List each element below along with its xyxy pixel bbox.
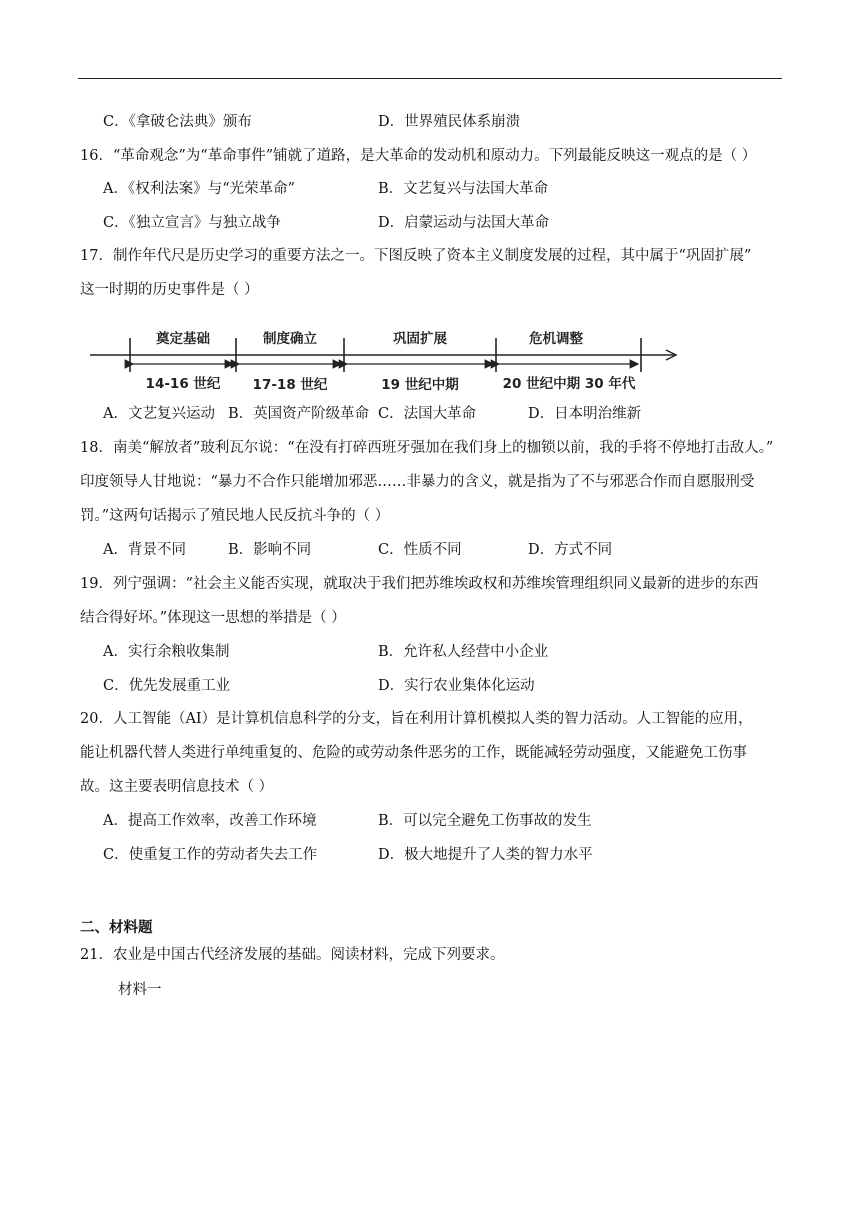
q16-option-d: D．启蒙运动与法国大革命	[378, 215, 550, 231]
header-rule	[78, 78, 782, 79]
q16-stem: 16．“革命观念”为“革命事件”铺就了道路，是大革命的发动机和原动力。下列最能反映这一观点的是（ ）	[80, 148, 757, 164]
q17-option-a: A．文艺复兴运动	[103, 406, 215, 422]
q17-stem-line1: 17．制作年代尺是历史学习的重要方法之一。下图反映了资本主义制度发展的过程，其中属于“巩固扩展”	[80, 248, 752, 264]
q16-option-a: A．《权利法案》与“光荣革命”	[103, 181, 296, 197]
q17-option-b: B．英国资产阶级革命	[228, 406, 370, 422]
timeline-stage-3: 巩固扩展	[393, 331, 447, 347]
q16-option-b: B．文艺复兴与法国大革命	[378, 181, 549, 197]
q16-option-c: C．《独立宣言》与独立战争	[103, 215, 281, 231]
q19-option-d: D．实行农业集体化运动	[378, 678, 535, 694]
q19-option-a: A．实行余粮收集制	[103, 644, 230, 660]
q18-stem-line3: 罚。”这两句话揭示了殖民地人民反抗斗争的（ ）	[80, 508, 390, 524]
q17-option-d: D．日本明治维新	[528, 406, 642, 422]
q15-option-d: D．世界殖民体系崩溃	[378, 114, 521, 130]
timeline-period-1: 14-16 世纪	[145, 376, 221, 392]
q19-option-b: B．允许私人经营中小企业	[378, 644, 549, 660]
timeline-period-4: 20 世纪中期 30 年代	[502, 376, 636, 392]
q21-stem: 21．农业是中国古代经济发展的基础。阅读材料，完成下列要求。	[80, 947, 505, 963]
q18-option-b: B．影响不同	[228, 542, 312, 558]
q20-option-a: A．提高工作效率，改善工作环境	[103, 813, 317, 829]
q18-option-d: D．方式不同	[528, 542, 613, 558]
q18-stem-line2: 印度领导人甘地说：“暴力不合作只能增加邪恶……非暴力的含义，就是指为了不与邪恶合作而自愿服刑受	[80, 474, 755, 490]
timeline-stage-1: 奠定基础	[156, 331, 210, 347]
q20-stem-line1: 20．人工智能（AI）是计算机信息科学的分支，旨在利用计算机模拟人类的智力活动。人工智能的应用，	[80, 711, 753, 727]
q19-option-c: C．优先发展重工业	[103, 678, 231, 694]
material-label: 材料一	[118, 982, 162, 998]
timeline-period-3: 19 世纪中期	[381, 377, 459, 393]
q19-stem-line1: 19．列宁强调：“社会主义能否实现，就取决于我们把苏维埃政权和苏维埃管理组织同义最新的进步的东西	[80, 576, 759, 592]
q18-option-a: A．背景不同	[103, 542, 186, 558]
q20-option-d: D．极大地提升了人类的智力水平	[378, 847, 593, 863]
q20-stem-line3: 故。这主要表明信息技术（ ）	[80, 779, 274, 795]
q20-option-b: B．可以完全避免工伤事故的发生	[378, 813, 592, 829]
q17-option-c: C．法国大革命	[378, 406, 477, 422]
q19-stem-line2: 结合得好坏。”体现这一思想的举措是（ ）	[80, 610, 346, 626]
timeline-stage-4: 危机调整	[529, 331, 583, 347]
q20-option-c: C．使重复工作的劳动者失去工作	[103, 847, 318, 863]
section-heading: 二、材料题	[80, 919, 153, 936]
q18-option-c: C．性质不同	[378, 542, 462, 558]
timeline-period-2: 17-18 世纪	[252, 377, 328, 393]
timeline-diagram	[88, 318, 680, 398]
q17-stem-line2: 这一时期的历史事件是（ ）	[80, 282, 259, 298]
q15-option-c: C．《拿破仑法典》颁布	[103, 114, 252, 130]
timeline-stage-2: 制度确立	[263, 331, 317, 347]
q20-stem-line2: 能让机器代替人类进行单纯重复的、危险的或劳动条件恶劣的工作，既能减轻劳动强度，又能避免工伤事	[80, 745, 747, 761]
q18-stem-line1: 18．南美“解放者”玻利瓦尔说：“在没有打碎西班牙强加在我们身上的枷锁以前，我的手将不停地打击敌人。”	[80, 440, 774, 456]
